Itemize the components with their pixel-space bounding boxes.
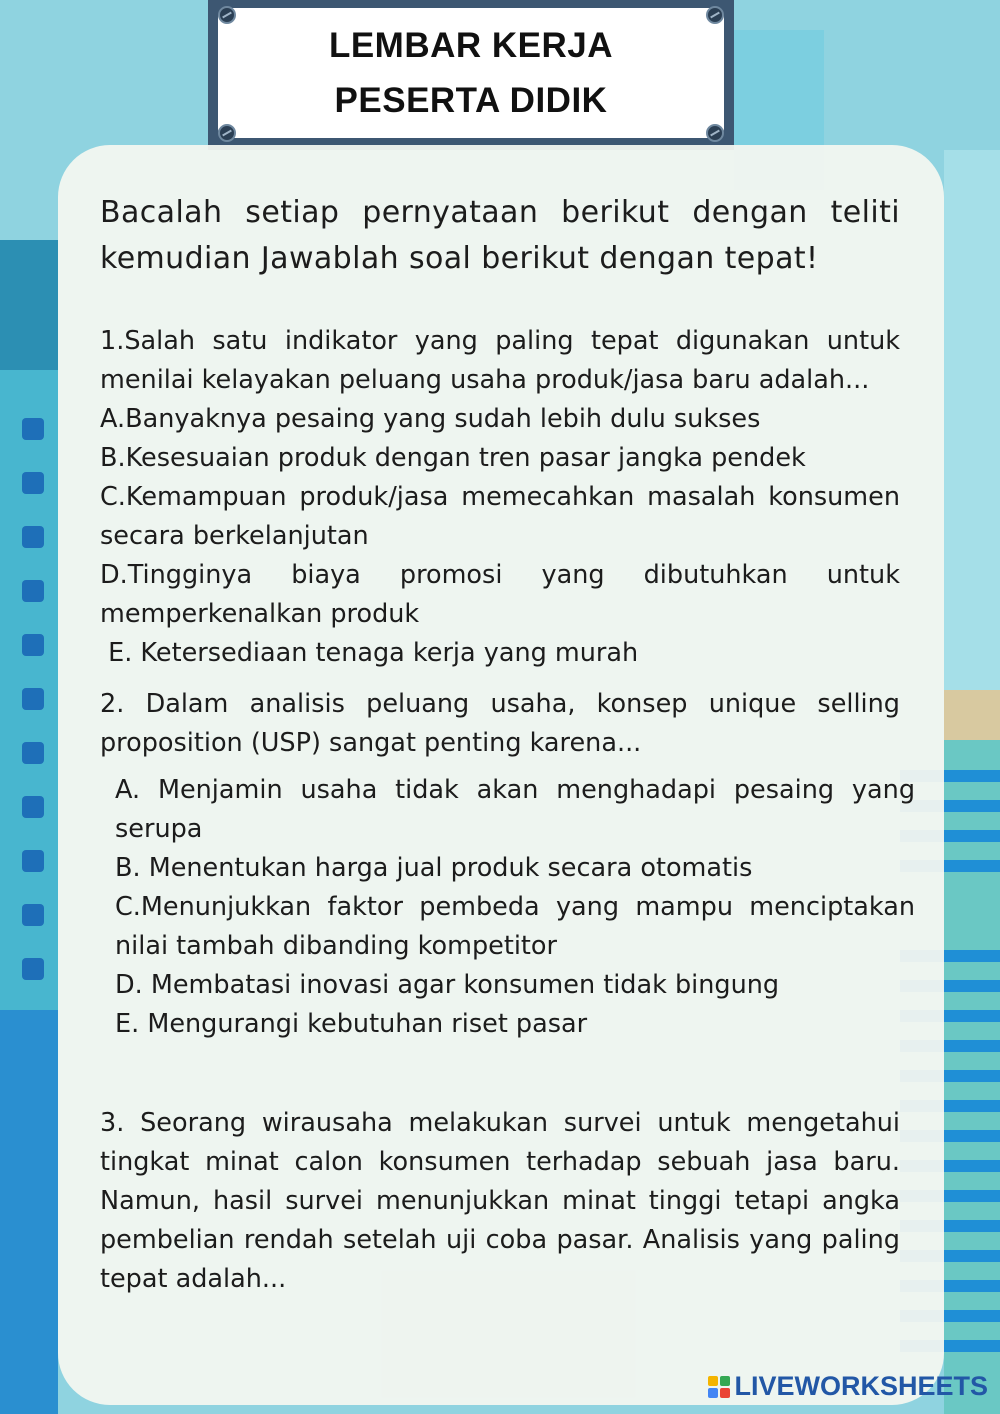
question-1-option-e: E. Ketersediaan tenaga kerja yang murah xyxy=(100,638,639,668)
instructions: Bacalah setiap pernyataan berikut dengan teliti kemudian Jawablah soal berikut dengan tepat! xyxy=(100,195,900,276)
screw-icon xyxy=(218,124,236,142)
header-panel xyxy=(218,8,724,138)
screw-icon xyxy=(706,124,724,142)
question-1-option-c: C.Kemampuan produk/jasa memecahkan masalah konsumen secara berkelanjutan xyxy=(100,482,900,551)
window-icon xyxy=(22,958,44,980)
window-icon xyxy=(22,904,44,926)
question-2-option-b: B. Menentukan harga jual produk secara otomatis xyxy=(115,853,753,883)
window-icon xyxy=(22,850,44,872)
screw-icon xyxy=(218,6,236,24)
window-icon xyxy=(22,472,44,494)
question-1-option-d: D.Tingginya biaya promosi yang dibutuhkan untuk memperkenalkan produk xyxy=(100,560,900,629)
right-building xyxy=(944,150,1000,710)
worksheet-header xyxy=(208,0,734,150)
question-2-option-c: C.Menunjukkan faktor pembeda yang mampu menciptakan nilai tambah dibanding kompetitor xyxy=(115,892,915,961)
liveworksheets-logo xyxy=(708,1371,988,1402)
question-1-option-a: A.Banyaknya pesaing yang sudah lebih dulu sukses xyxy=(100,404,761,434)
question-2: 2. Dalam analisis peluang usaha, konsep unique selling proposition (USP) sangat penting karena... xyxy=(100,689,900,758)
window-icon xyxy=(22,634,44,656)
window-icon xyxy=(22,418,44,440)
window-icon xyxy=(22,796,44,818)
question-1-option-b: B.Kesesuaian produk dengan tren pasar jangka pendek xyxy=(100,443,806,473)
header-title-line2: PESERTA DIDIK xyxy=(334,81,608,120)
question-3: 3. Seorang wirausaha melakukan survei untuk mengetahui tingkat minat calon konsumen terhadap sebuah jasa baru. Namun, hasil survei menunjukkan minat tinggi tetapi angka pembelian rendah setelah uji coba pasar. Analisis yang paling tepat adalah... xyxy=(100,1108,900,1294)
window-icon xyxy=(22,526,44,548)
window-icon xyxy=(22,580,44,602)
window-icon xyxy=(22,688,44,710)
header-title-line1: LEMBAR KERJA xyxy=(328,26,614,65)
question-2-option-e: E. Mengurangi kebutuhan riset pasar xyxy=(115,1009,588,1039)
question-2-options xyxy=(115,771,915,1044)
question-2-option-a: A. Menjamin usaha tidak akan menghadapi pesaing yang serupa xyxy=(115,775,915,844)
window-icon xyxy=(22,742,44,764)
brand-name: LIVEWORKSHEETS xyxy=(734,1371,988,1401)
question-1: 1.Salah satu indikator yang paling tepat digunakan untuk menilai kelayakan peluang usaha produk/jasa baru adalah... xyxy=(100,326,900,395)
worksheet-content xyxy=(100,190,915,1299)
screw-icon xyxy=(706,6,724,24)
left-building-top xyxy=(0,240,58,370)
left-tower-blue xyxy=(0,1010,58,1414)
liveworksheets-icon xyxy=(708,1376,730,1398)
question-2-option-d: D. Membatasi inovasi agar konsumen tidak bingung xyxy=(115,970,780,1000)
